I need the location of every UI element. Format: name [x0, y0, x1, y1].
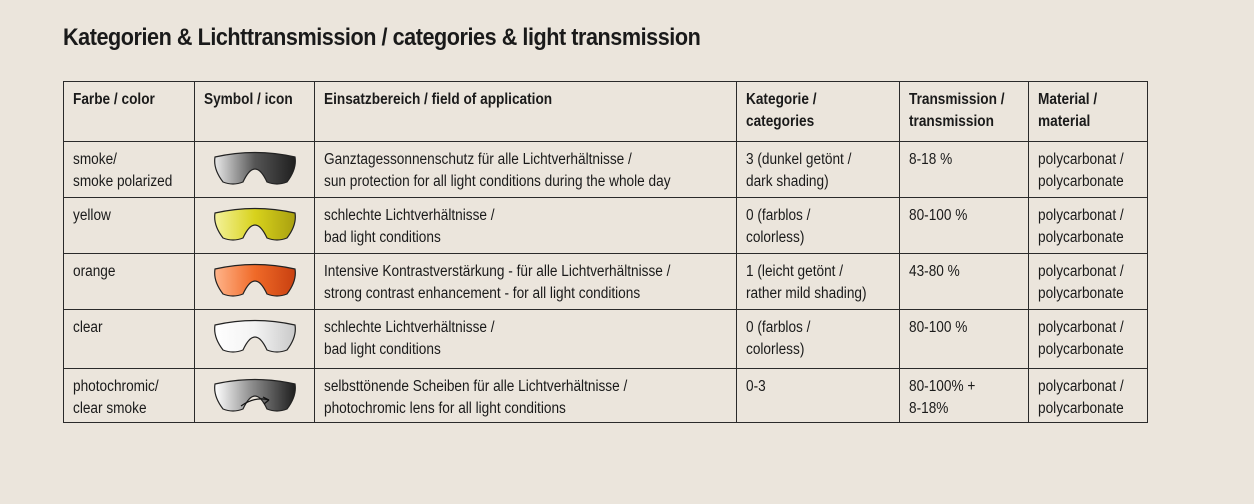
cell-transmission: 43-80 %: [900, 254, 1029, 310]
table-row: [64, 369, 1148, 423]
cell-category: 3 (dunkel getönt / dark shading): [737, 142, 900, 198]
header-transmission: Transmission / transmission: [900, 82, 1029, 142]
cell-application: Ganztagessonnenschutz für alle Lichtverhältnisse / sun protection for all light conditions during the whole day: [315, 142, 737, 198]
cell-material: polycarbonat / polycarbonate: [1029, 198, 1148, 254]
page-title: Kategorien & Lichttransmission / categories & light transmission: [63, 24, 701, 51]
cell-transmission: 80-100 %: [900, 310, 1029, 369]
clear-lens-icon: [211, 317, 299, 357]
table-header-row: [64, 82, 1148, 142]
cell-category: 0-3: [737, 369, 900, 423]
cell-application: selbsttönende Scheiben für alle Lichtverhältnisse / photochromic lens for all light conditions: [315, 369, 737, 423]
cell-application: schlechte Lichtverhältnisse / bad light conditions: [315, 198, 737, 254]
smoke-lens-icon: [211, 149, 299, 189]
cell-icon: [195, 142, 315, 198]
cell-transmission: 80-100 %: [900, 198, 1029, 254]
header-category: Kategorie / categories: [737, 82, 900, 142]
cell-category: 1 (leicht getönt / rather mild shading): [737, 254, 900, 310]
cell-color: yellow: [64, 198, 195, 254]
cell-material: polycarbonat / polycarbonate: [1029, 142, 1148, 198]
cell-color: photochromic/ clear smoke: [64, 369, 195, 423]
table-row: [64, 142, 1148, 198]
cell-color: smoke/ smoke polarized: [64, 142, 195, 198]
table-row: [64, 198, 1148, 254]
cell-material: polycarbonat / polycarbonate: [1029, 369, 1148, 423]
header-color: Farbe / color: [64, 82, 195, 142]
header-application: Einsatzbereich / field of application: [315, 82, 737, 142]
cell-category: 0 (farblos / colorless): [737, 198, 900, 254]
cell-transmission: 80-100% + 8-18%: [900, 369, 1029, 423]
cell-icon: [195, 254, 315, 310]
cell-category: 0 (farblos / colorless): [737, 310, 900, 369]
header-material: Material / material: [1029, 82, 1148, 142]
cell-application: schlechte Lichtverhältnisse / bad light conditions: [315, 310, 737, 369]
cell-application: Intensive Kontrastverstärkung - für alle Lichtverhältnisse / strong contrast enhancement - for all light conditions: [315, 254, 737, 310]
cell-color: clear: [64, 310, 195, 369]
cell-icon: [195, 310, 315, 369]
table-row: [64, 254, 1148, 310]
cell-material: polycarbonat / polycarbonate: [1029, 254, 1148, 310]
table-row: [64, 310, 1148, 369]
cell-material: polycarbonat / polycarbonate: [1029, 310, 1148, 369]
photochromic-lens-icon: [211, 376, 299, 416]
cell-icon: [195, 198, 315, 254]
cell-color: orange: [64, 254, 195, 310]
cell-icon: [195, 369, 315, 423]
lens-category-table: [63, 81, 1148, 423]
orange-lens-icon: [211, 261, 299, 301]
yellow-lens-icon: [211, 205, 299, 245]
header-icon: Symbol / icon: [195, 82, 315, 142]
cell-transmission: 8-18 %: [900, 142, 1029, 198]
